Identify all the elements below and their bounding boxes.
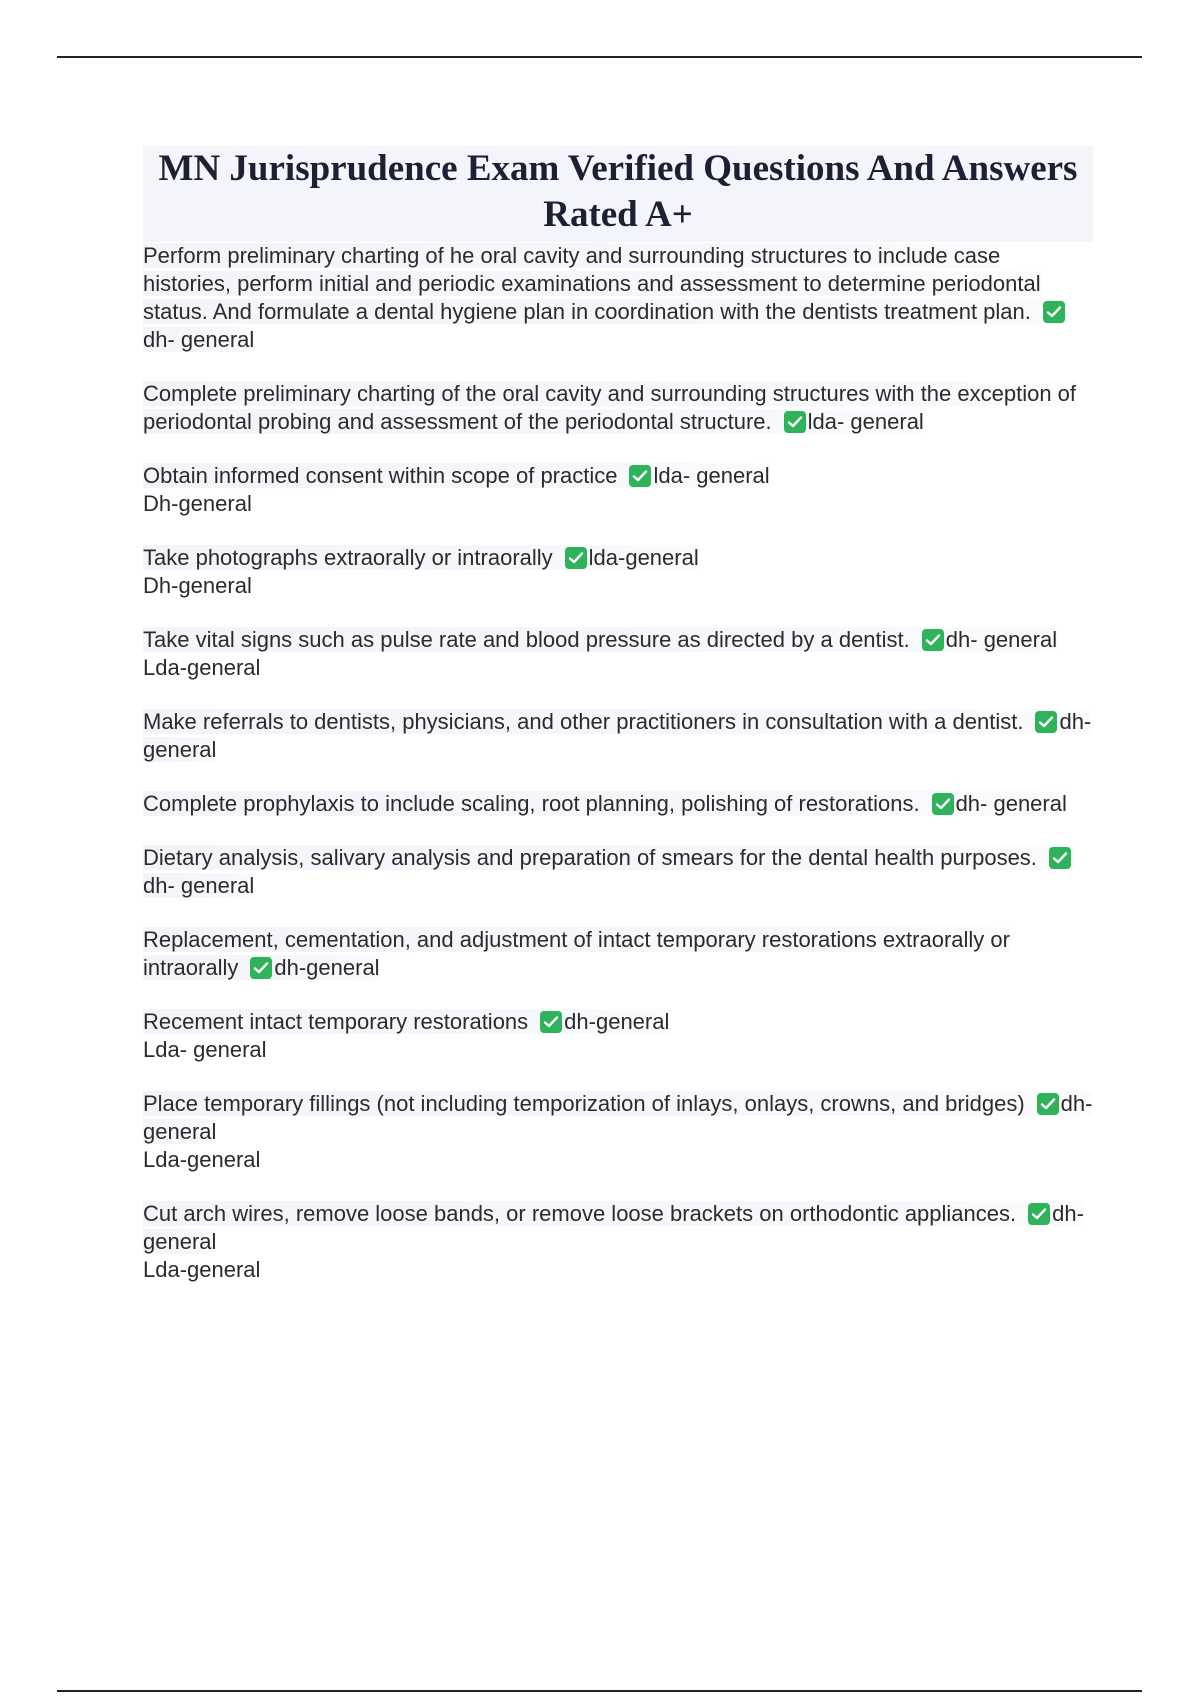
answer-text: dh-general [143,1201,1084,1254]
question-line [143,381,1076,434]
question-line [143,463,770,488]
qa-item [143,1008,1093,1064]
qa-item [143,242,1093,354]
checkmark-icon [629,465,651,487]
question-text: Replacement, cementation, and adjustment of intact temporary restorations extraorally or intraorally [143,927,1010,980]
qa-item [143,926,1093,982]
answer-text: dh- general [143,873,255,898]
qa-item [143,708,1093,764]
answer-extra: Lda-general [143,1147,261,1172]
answer-text: dh-general [143,1091,1093,1144]
checkmark-icon [1037,1093,1059,1115]
checkmark-icon [250,957,272,979]
question-line [143,627,1057,652]
qa-item [143,790,1093,818]
question-line [143,1201,1084,1254]
qa-list [143,242,1093,1284]
footer-rule [57,1690,1142,1692]
question-text: Take vital signs such as pulse rate and blood pressure as directed by a dentist. [143,627,910,652]
checkmark-icon [784,411,806,433]
question-text: Complete prophylaxis to include scaling, root planning, polishing of restorations. [143,791,920,816]
checkmark-icon [565,547,587,569]
qa-item [143,626,1093,682]
question-line [143,791,1067,816]
checkmark-icon [932,793,954,815]
checkmark-icon [922,629,944,651]
document-body [143,146,1093,1310]
question-line [143,243,1067,352]
answer-extra: Dh-general [143,573,252,598]
question-text: Complete preliminary charting of the oral cavity and surrounding structures with the exception of periodontal probing and assessment of the periodontal structure. [143,381,1077,434]
answer-text: lda-general [588,545,699,570]
answer-text: dh- general [143,327,255,352]
checkmark-icon [1028,1203,1050,1225]
qa-item [143,380,1093,436]
question-text: Cut arch wires, remove loose bands, or remove loose brackets on orthodontic appliances. [143,1201,1017,1226]
qa-item [143,1090,1093,1174]
checkmark-icon [540,1011,562,1033]
question-line [143,845,1073,898]
question-text: Recement intact temporary restorations [143,1009,529,1034]
qa-item [143,844,1093,900]
answer-text: dh- general [945,627,1058,652]
answer-extra: Lda-general [143,1257,261,1282]
question-text: Take photographs extraorally or intraorally [143,545,553,570]
question-line [143,1009,669,1034]
document-title: MN Jurisprudence Exam Verified Questions And Answers Rated A+ [158,148,1078,235]
question-line [143,1091,1092,1144]
checkmark-icon [1043,301,1065,323]
question-text: Dietary analysis, salivary analysis and preparation of smears for the dental health purposes. [143,845,1037,870]
question-text: Perform preliminary charting of he oral cavity and surrounding structures to include case histories, perform initial and periodic examinations and assessment to determine periodontal status. And formulate a dental hygiene plan in coordination with the dentists treatment plan. [143,243,1041,324]
header-rule [57,56,1142,58]
checkmark-icon [1035,711,1057,733]
qa-item [143,544,1093,600]
answer-text: dh- general [955,791,1067,816]
checkmark-icon [1049,847,1071,869]
answer-extra: Lda- general [143,1037,267,1062]
qa-item [143,462,1093,518]
answer-text: dh-general [143,709,1092,762]
question-text: Make referrals to dentists, physicians, and other practitioners in consultation with a dentist. [143,709,1024,734]
question-text: Place temporary fillings (not including temporization of inlays, onlays, crowns, and bridges) [143,1091,1025,1116]
answer-text: dh-general [274,955,380,980]
question-line [143,927,1010,980]
answer-extra: Lda-general [143,655,261,680]
answer-text: lda- general [653,463,770,488]
answer-extra: Dh-general [143,491,252,516]
answer-text: dh-general [564,1009,670,1034]
title-block [143,146,1093,242]
question-line [143,545,699,570]
question-line [143,709,1091,762]
qa-item [143,1200,1093,1284]
answer-text: lda- general [807,409,924,434]
question-text: Obtain informed consent within scope of practice [143,463,618,488]
